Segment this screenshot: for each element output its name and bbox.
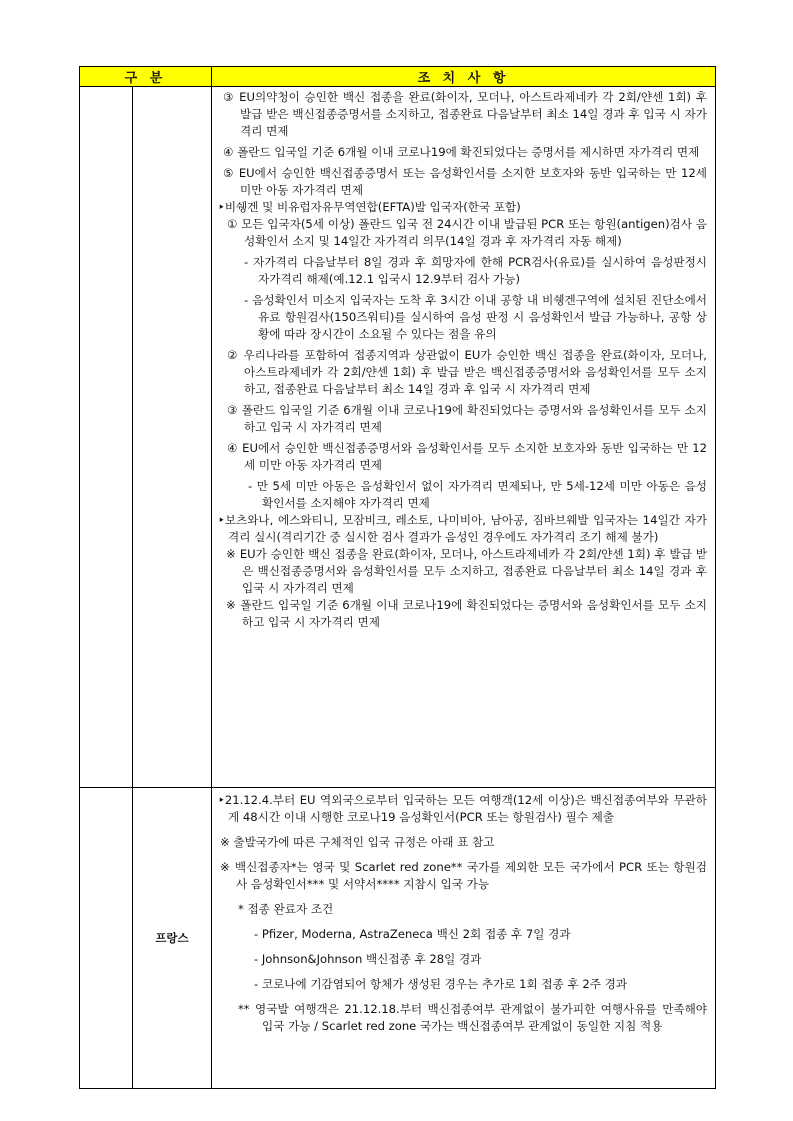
entry-measures-table [79, 66, 716, 1089]
list-item: - 음성확인서 미소지 입국자는 도착 후 3시간 이내 공항 내 비쉥겐구역에 설치된 진단소에서 유료 항원검사(150즈워티)를 실시하여 음성 판정 시 음성확인서 발급 가능하나, 공항 상황에 따라 장시간이 소요될 수 있다는 점을 유의 [244, 293, 707, 341]
list-item: - 자가격리 다음날부터 8일 경과 후 희망자에 한해 PCR검사(유료)를 실시하여 음성판정시 자가격리 해제(예.12.1 입국시 12.9부터 검사 가능) [244, 255, 707, 286]
list-item: ※ 폴란드 입국일 기준 6개월 이내 코로나19에 확진되었다는 증명서와 음성확인서를 모두 소지하고 입국 시 자가격리 면제 [226, 598, 707, 629]
list-item: - 만 5세 미만 아동은 음성확인서 없이 자가격리 면제되나, 만 5세-12세 미만 아동은 음성확인서를 소지해야 자가격리 면제 [248, 479, 707, 510]
table-row-poland [80, 87, 716, 788]
country-cell-poland [133, 87, 212, 788]
list-item: - Pfizer, Moderna, AstraZeneca 백신 2회 접종 후 7일 경과 [254, 927, 571, 941]
list-item: ③ EU의약청이 승인한 백신 접종을 완료(화이자, 모더나, 아스트라제네카 각 2회/얀센 1회) 후 발급 받은 백신접종증명서를 소지하고, 접종완료 다음날부터 최소 14일 경과 후 입국 시 자가격리 면제 [223, 90, 707, 138]
list-item: ② 우리나라를 포함하여 접종지역과 상관없이 EU가 승인한 백신 접종을 완료(화이자, 모더나, 아스트라제네카 각 2회/얀센 1회) 후 발급 받은 백신접종증명서와 음성확인서를 모두 소지하고, 접종완료 다음날부터 최소 14일 경과 후 입국 시 자가격리 면제 [227, 348, 707, 396]
table-header-row [80, 67, 716, 87]
header-measures: 조 치 사 항 [212, 67, 716, 87]
measures-cell-poland [212, 87, 716, 788]
list-item: ※ EU가 승인한 백신 접종을 완료(화이자, 모더나, 아스트라제네카 각 2회/얀센 1회) 후 발급 받은 백신접종증명서와 음성확인서를 모두 소지하고, 접종완료 다음날부터 최소 14일 경과 후 입국 시 자가격리 면제 [226, 547, 707, 595]
list-item: - 코로나에 기감염되어 항체가 생성된 경우는 추가로 1회 접종 후 2주 경과 [254, 977, 628, 991]
list-item: ※ 백신접종자*는 영국 및 Scarlet red zone** 국가를 제외한 모든 국가에서 PCR 또는 항원검사 음성확인서*** 및 서약서**** 지참시 입국 가능 [220, 860, 707, 891]
measures-cell-france [212, 788, 716, 1089]
table-row-france [80, 788, 716, 1089]
category-blank-cell [80, 87, 133, 788]
measures-document [79, 66, 715, 1089]
list-item: ‣21.12.4.부터 EU 역외국으로부터 입국하는 모든 여행객(12세 이상)은 백신접종여부와 무관하게 48시간 이내 시행한 코로나19 음성확인서(PCR 또는 항원검사) 필수 제출 [218, 793, 707, 824]
list-item: ④ EU에서 승인한 백신접종증명서와 음성확인서를 모두 소지한 보호자와 동반 입국하는 만 12세 미만 아동 자가격리 면제 [227, 441, 707, 472]
header-category: 구 분 [80, 67, 212, 87]
list-item: ③ 폴란드 입국일 기준 6개월 이내 코로나19에 확진되었다는 증명서와 음성확인서를 모두 소지하고 입국 시 자가격리 면제 [227, 403, 707, 434]
list-item: ④ 폴란드 입국일 기준 6개월 이내 코로나19에 확진되었다는 증명서를 제시하면 자가격리 면제 [223, 145, 700, 159]
list-item: * 접종 완료자 조건 [238, 902, 334, 916]
country-cell-france: 프랑스 [133, 788, 212, 1089]
list-item: ① 모든 입국자(5세 이상) 폴란드 입국 전 24시간 이내 발급된 PCR 또는 항원(antigen)검사 음성확인서 소지 및 14일간 자가격리 의무(14일 경과 후 자가격리 자동 해제) [227, 217, 707, 248]
list-item: ‣비쉥겐 및 비유럽자유무역연합(EFTA)발 입국자(한국 포함) [218, 200, 521, 214]
list-item: - Johnson&Johnson 백신접종 후 28일 경과 [254, 952, 482, 966]
list-item: ‣보츠와나, 에스와티니, 모잠비크, 레소토, 나미비아, 남아공, 짐바브웨발 입국자는 14일간 자가격리 실시(격리기간 중 실시한 검사 결과가 음성인 경우에도 자가격리 조기 해제 불가) [218, 513, 707, 544]
list-item: ⑤ EU에서 승인한 백신접종증명서 또는 음성확인서를 소지한 보호자와 동반 입국하는 만 12세 미만 아동 자가격리 면제 [223, 166, 707, 197]
list-item: ※ 출발국가에 따른 구체적인 입국 규정은 아래 표 참고 [220, 835, 495, 849]
list-item: ** 영국발 여행객은 21.12.18.부터 백신접종여부 관계없이 불가피한 여행사유를 만족해야 입국 가능 / Scarlet red zone 국가는 백신접종여부 관계없이 동일한 지침 적용 [238, 1002, 707, 1033]
category-blank-cell [80, 788, 133, 1089]
